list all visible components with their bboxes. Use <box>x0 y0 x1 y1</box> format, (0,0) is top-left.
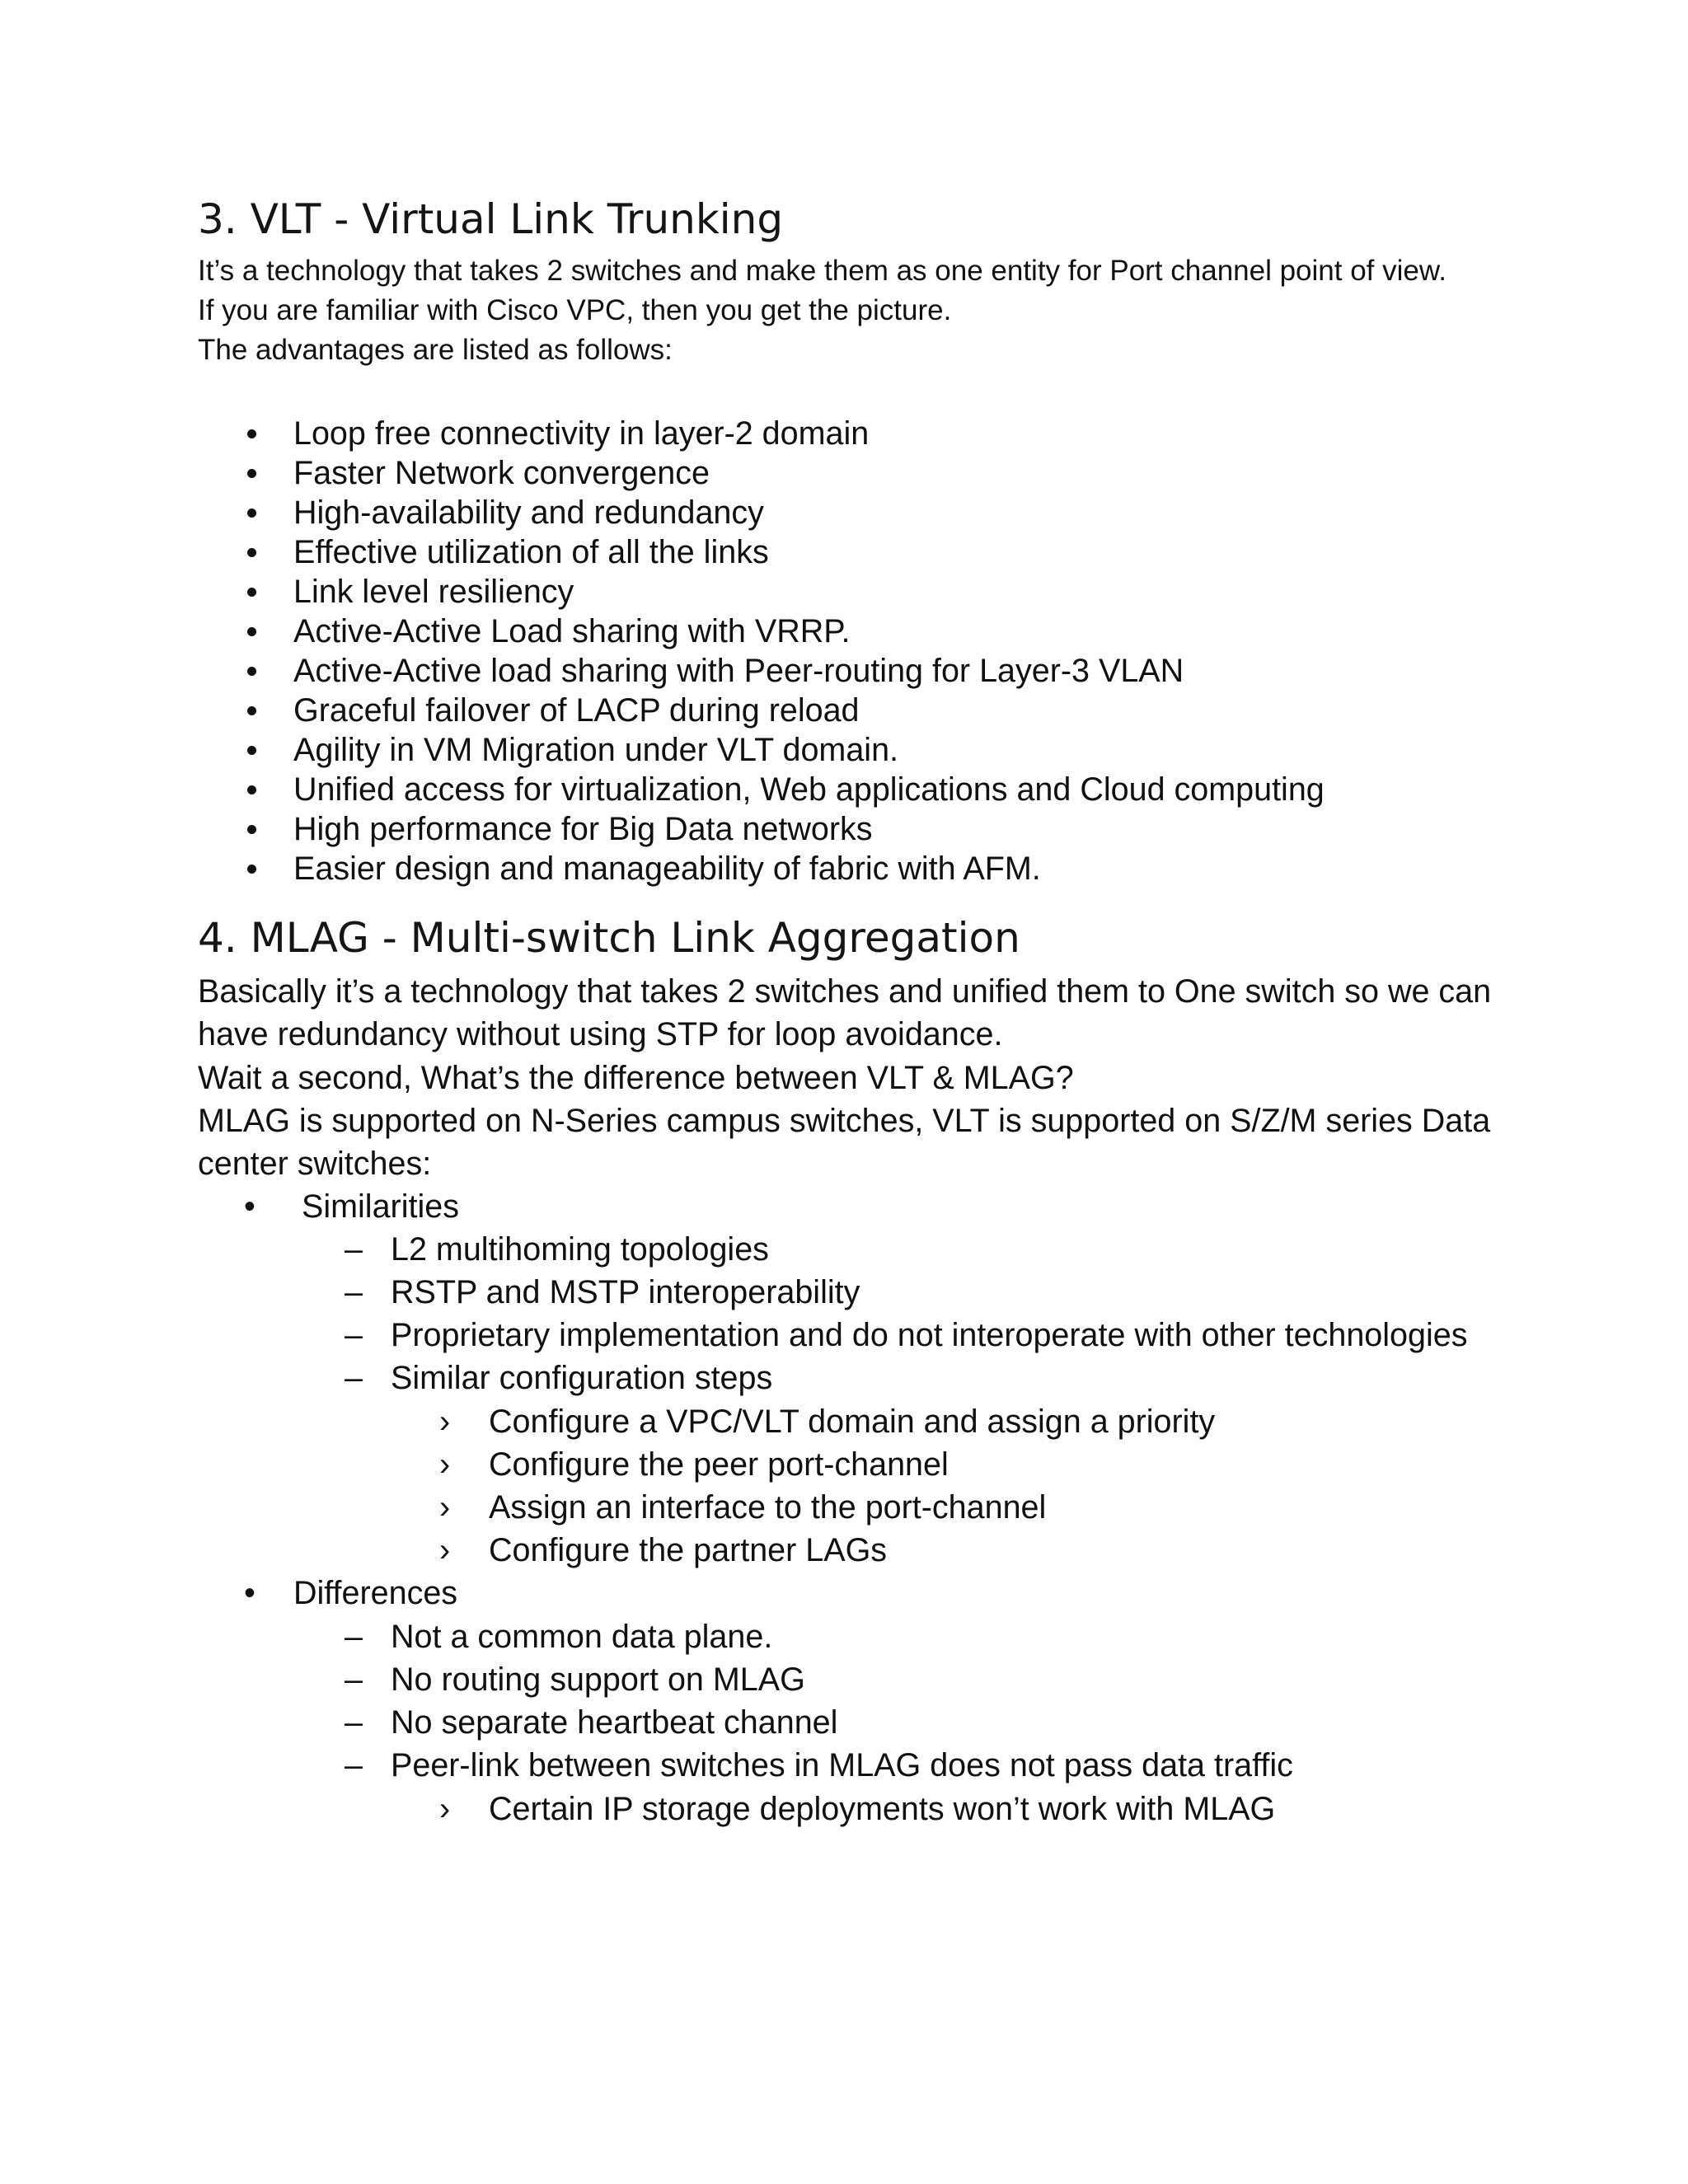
mlag-paragraph-line-4: MLAG is supported on N-Series campus switches, VLT is supported on S/Z/M series Data <box>198 1103 1491 1139</box>
dash-icon: – <box>345 1360 363 1396</box>
advantage-item: High performance for Big Data networks <box>293 811 873 847</box>
dash-icon: – <box>345 1231 363 1268</box>
difference-item: Peer-link between switches in MLAG does not pass data traffic <box>391 1747 1293 1783</box>
mlag-paragraph-line-3: Wait a second, What’s the difference between VLT & MLAG? <box>198 1060 1074 1096</box>
difference-sub-item: Certain IP storage deployments won’t work with MLAG <box>489 1791 1276 1827</box>
similarity-item: L2 multihoming topologies <box>391 1231 769 1268</box>
bullet-icon <box>247 746 256 755</box>
similarities-label: Similarities <box>302 1188 459 1225</box>
bullet-icon <box>247 785 256 794</box>
advantage-item: Effective utilization of all the links <box>293 534 769 570</box>
advantage-item: Active-Active Load sharing with VRRP. <box>293 613 851 649</box>
difference-item: Not a common data plane. <box>391 1619 773 1655</box>
mlag-paragraph-line-5: center switches: <box>198 1146 432 1182</box>
bullet-icon <box>247 469 256 478</box>
advantage-item: Loop free connectivity in layer-2 domain <box>293 415 870 452</box>
advantage-item: High-availability and redundancy <box>293 494 764 531</box>
bullet-icon: • <box>244 1188 256 1225</box>
bullet-icon <box>247 825 256 834</box>
difference-item: No routing support on MLAG <box>391 1661 805 1698</box>
bullet-icon <box>247 588 256 597</box>
bullet-icon <box>247 706 256 715</box>
bullet-icon <box>247 509 256 518</box>
advantage-item: Active-Active load sharing with Peer-routing for Layer-3 VLAN <box>293 653 1184 689</box>
difference-item: No separate heartbeat channel <box>391 1704 838 1741</box>
dash-icon: – <box>345 1619 363 1655</box>
dash-icon: – <box>345 1747 363 1783</box>
chevron-icon: › <box>439 1532 451 1568</box>
dash-icon: – <box>345 1661 363 1698</box>
config-step: Configure a VPC/VLT domain and assign a priority <box>489 1404 1216 1440</box>
similarity-item: Similar configuration steps <box>391 1360 773 1396</box>
mlag-paragraph-line-2: have redundancy without using STP for loop avoidance. <box>198 1016 1003 1052</box>
config-step: Configure the partner LAGs <box>489 1532 888 1568</box>
intro-line-3: The advantages are listed as follows: <box>198 334 673 366</box>
section-4-heading: 4. MLAG - Multi-switch Link Aggregation <box>198 914 1020 962</box>
section-3-heading: 3. VLT - Virtual Link Trunking <box>198 195 784 243</box>
intro-line-2: If you are familiar with Cisco VPC, then you get the picture. <box>198 294 952 326</box>
chevron-icon: › <box>439 1404 451 1440</box>
bullet-icon <box>247 429 256 438</box>
config-step: Assign an interface to the port-channel <box>489 1489 1047 1526</box>
advantage-item: Faster Network convergence <box>293 455 710 491</box>
bullet-icon <box>247 548 256 557</box>
bullet-icon <box>247 627 256 636</box>
mlag-paragraph-line-1: Basically it’s a technology that takes 2 switches and unified them to One switch so we can <box>198 973 1492 1010</box>
differences-label: Differences <box>293 1575 458 1611</box>
bullet-icon: • <box>244 1575 256 1611</box>
advantage-item: Unified access for virtualization, Web applications and Cloud computing <box>293 771 1325 808</box>
bullet-icon <box>247 667 256 676</box>
advantage-item: Graceful failover of LACP during reload <box>293 692 860 729</box>
intro-line-1: It’s a technology that takes 2 switches and make them as one entity for Port channel point of view. <box>198 255 1447 287</box>
bullet-icon <box>247 865 256 874</box>
chevron-icon: › <box>439 1446 451 1483</box>
dash-icon: – <box>345 1704 363 1741</box>
config-step: Configure the peer port-channel <box>489 1446 949 1483</box>
advantage-item: Easier design and manageability of fabric with AFM. <box>293 851 1041 887</box>
chevron-icon: › <box>439 1489 451 1526</box>
advantage-item: Agility in VM Migration under VLT domain. <box>293 732 899 768</box>
advantage-item: Link level resiliency <box>293 574 574 610</box>
dash-icon: – <box>345 1317 363 1353</box>
similarity-item: Proprietary implementation and do not interoperate with other technologies <box>391 1317 1468 1353</box>
dash-icon: – <box>345 1274 363 1310</box>
chevron-icon: › <box>439 1791 451 1827</box>
similarity-item: RSTP and MSTP interoperability <box>391 1274 860 1310</box>
